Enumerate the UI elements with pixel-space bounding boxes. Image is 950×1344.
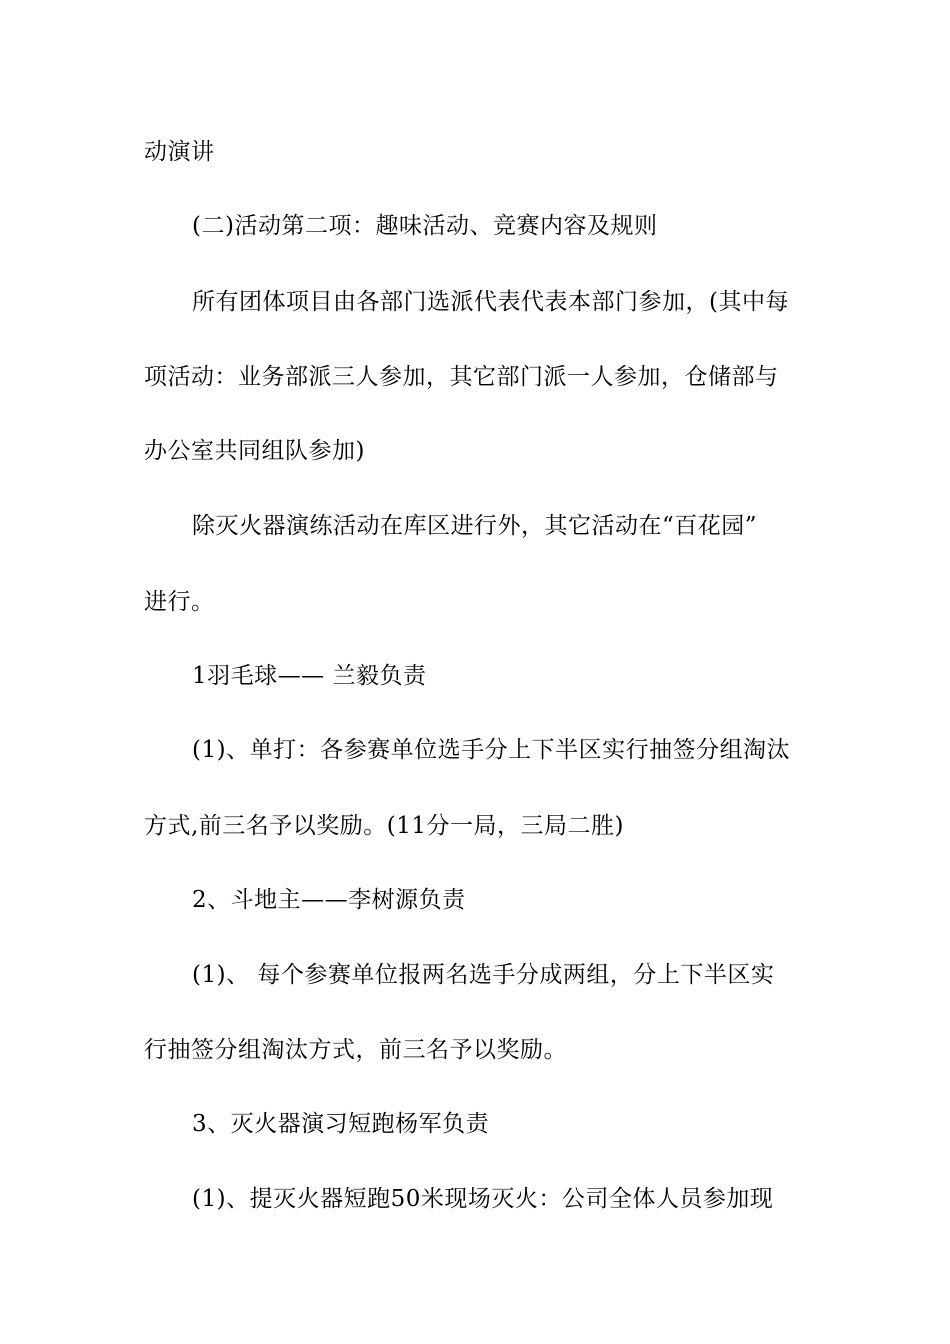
paragraph-line: (1)、 每个参赛单位报两名选手分成两组，分上下半区实 bbox=[192, 962, 775, 988]
item-heading: 3、灭火器演习短跑杨军负责 bbox=[192, 1111, 490, 1137]
paragraph-line: 进行。 bbox=[144, 589, 215, 615]
item-heading: 2、斗地主——李树源负责 bbox=[192, 887, 466, 913]
paragraph-line: 行抽签分组淘汰方式，前三名予以奖励。 bbox=[144, 1037, 567, 1063]
section-heading: (二)活动第二项：趣味活动、竞赛内容及规则 bbox=[192, 213, 658, 239]
paragraph-line: 方式,前三名予以奖励。(11分一局，三局二胜) bbox=[144, 813, 625, 839]
paragraph-line: 项活动：业务部派三人参加，其它部门派一人参加，仓储部与 bbox=[144, 364, 779, 390]
item-heading: 1羽毛球—— 兰毅负责 bbox=[192, 663, 427, 689]
paragraph-line: 所有团体项目由各部门选派代表代表本部门参加，(其中每 bbox=[192, 289, 789, 315]
paragraph-line: (1)、单打：各参赛单位选手分上下半区实行抽签分组淘汰 bbox=[192, 737, 791, 763]
paragraph-line: 除灭火器演练活动在库区进行外，其它活动在“百花园” bbox=[192, 513, 758, 539]
paragraph-line: 动演讲 bbox=[144, 139, 215, 165]
paragraph-line: 办公室共同组队参加) bbox=[144, 438, 365, 464]
paragraph-line: (1)、提灭火器短跑50米现场灭火：公司全体人员参加现 bbox=[192, 1186, 774, 1212]
